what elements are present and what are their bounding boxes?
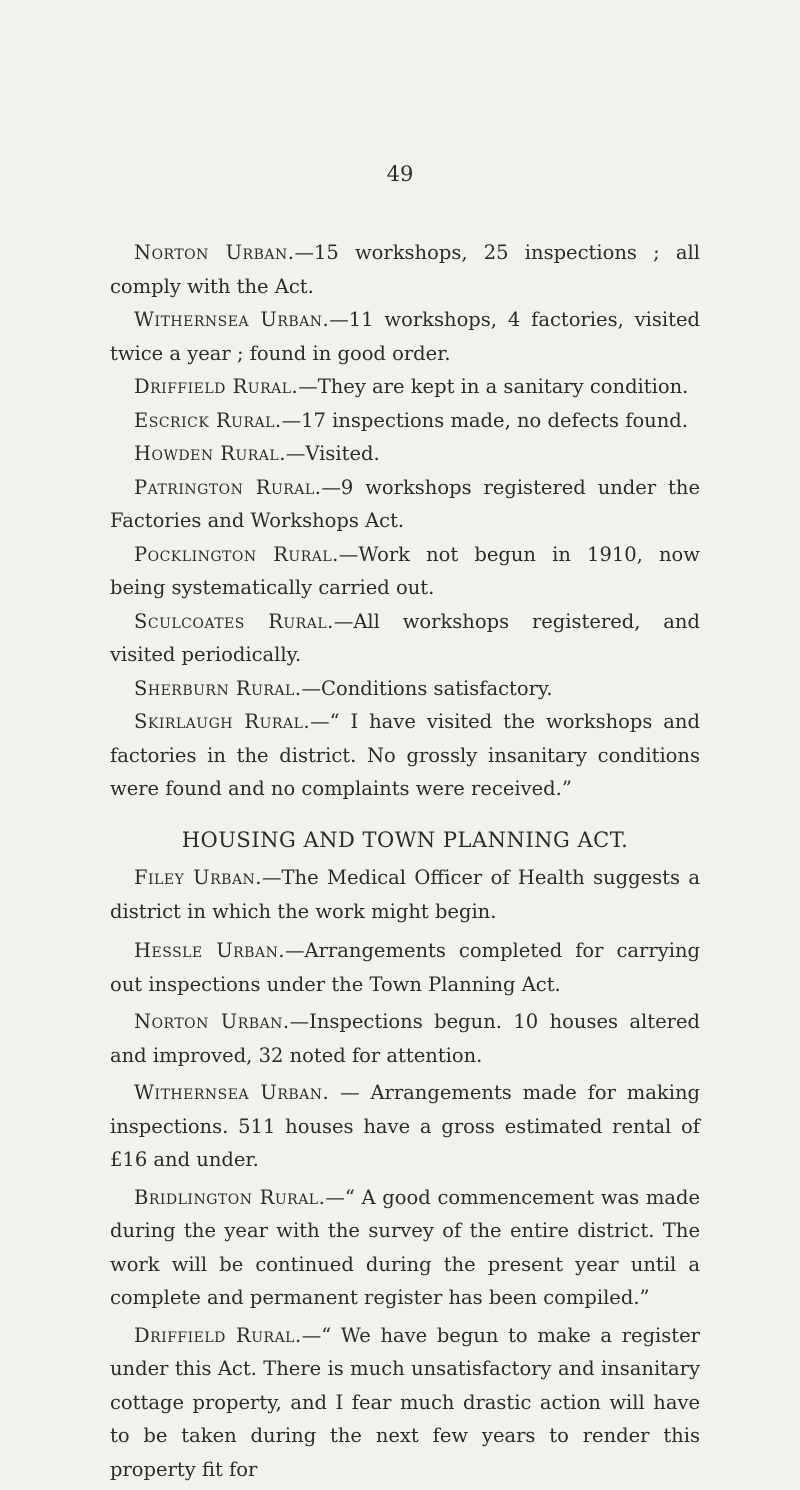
report-paragraph — [110, 705, 700, 806]
district-name: Sculcoates Rural. — [134, 609, 334, 633]
report-text: —All workshops registered, and visited periodically. — [110, 609, 700, 666]
workshops-section — [110, 236, 700, 806]
report-paragraph — [110, 861, 700, 928]
report-text: —Inspections begun. 10 houses altered and improved, 32 noted for attention. — [110, 1010, 701, 1067]
report-text: —“ We have begun to make a register under this Act. There is much unsatisfactory and insanitary cottage property, and I fear much drastic action will have to be taken during the next few years to render this property fit for — [110, 1323, 700, 1481]
report-paragraph — [110, 1181, 700, 1315]
district-name: Escrick Rural. — [134, 408, 282, 432]
housing-section — [110, 861, 700, 1486]
page-number: 49 — [386, 162, 414, 186]
district-name: Withernsea Urban. — [134, 308, 330, 331]
district-name: Patrington Rural. — [134, 475, 322, 499]
report-text: —15 workshops, 25 inspections ; all comply with the Act. — [110, 241, 700, 298]
section-heading: HOUSING AND TOWN PLANNING ACT. — [181, 827, 629, 852]
report-paragraph — [110, 236, 700, 303]
district-name: Sherburn Rural. — [134, 676, 302, 700]
district-name: Driffield Rural. — [134, 375, 299, 398]
report-paragraph — [110, 605, 700, 672]
report-paragraph — [110, 1319, 700, 1487]
district-name: Withernsea Urban. — [134, 1081, 330, 1104]
district-name: Pocklington Rural. — [134, 542, 339, 566]
report-paragraph — [110, 404, 700, 438]
district-name: Norton Urban. — [134, 1010, 290, 1033]
district-name: Norton Urban. — [134, 241, 295, 264]
report-text: —11 workshops, 4 factories, visited twice a year ; found in good order. — [110, 308, 701, 365]
report-text: — Arrangements made for making inspections. 511 houses have a gross estimated rental of £16 and under. — [110, 1081, 700, 1171]
district-name: Hessle Urban. — [134, 939, 286, 962]
report-text: —Visited. — [285, 442, 380, 465]
report-paragraph — [110, 303, 700, 370]
report-text: —“ I have visited the workshops and factories in the district. No grossly insanitary conditions were found and no complaints were received.” — [110, 710, 700, 800]
report-paragraph — [110, 1005, 700, 1072]
report-text: —9 workshops registered under the Factories and Workshops Act. — [110, 475, 700, 532]
report-text: —17 inspections made, no defects found. — [281, 408, 688, 432]
report-text: —Conditions satisfactory. — [301, 676, 553, 700]
report-paragraph — [110, 538, 700, 605]
report-paragraph — [110, 471, 700, 538]
report-text: —“ A good commencement was made during the year with the survey of the entire district. The work will be continued during the present year until a complete and permanent register has been compiled.” — [110, 1185, 700, 1309]
report-paragraph — [110, 370, 700, 404]
district-name: Driffield Rural. — [134, 1323, 302, 1347]
report-text: —Arrangements completed for carrying out inspections under the Town Planning Act. — [110, 939, 700, 996]
report-paragraph — [110, 437, 700, 471]
report-text: —Work not begun in 1910, now being systematically carried out. — [110, 542, 700, 599]
district-name: Howden Rural. — [134, 442, 286, 465]
report-paragraph — [110, 934, 700, 1001]
report-paragraph — [110, 1076, 700, 1177]
report-paragraph — [110, 672, 700, 706]
district-name: Filey Urban. — [134, 866, 263, 889]
district-name: Bridlington Rural. — [134, 1185, 326, 1209]
district-name: Skirlaugh Rural. — [134, 710, 311, 733]
report-text: —They are kept in a sanitary condition. — [298, 375, 689, 398]
body-text — [110, 236, 700, 1490]
report-text: —The Medical Officer of Health suggests a district in which the work might begin. — [110, 866, 700, 923]
